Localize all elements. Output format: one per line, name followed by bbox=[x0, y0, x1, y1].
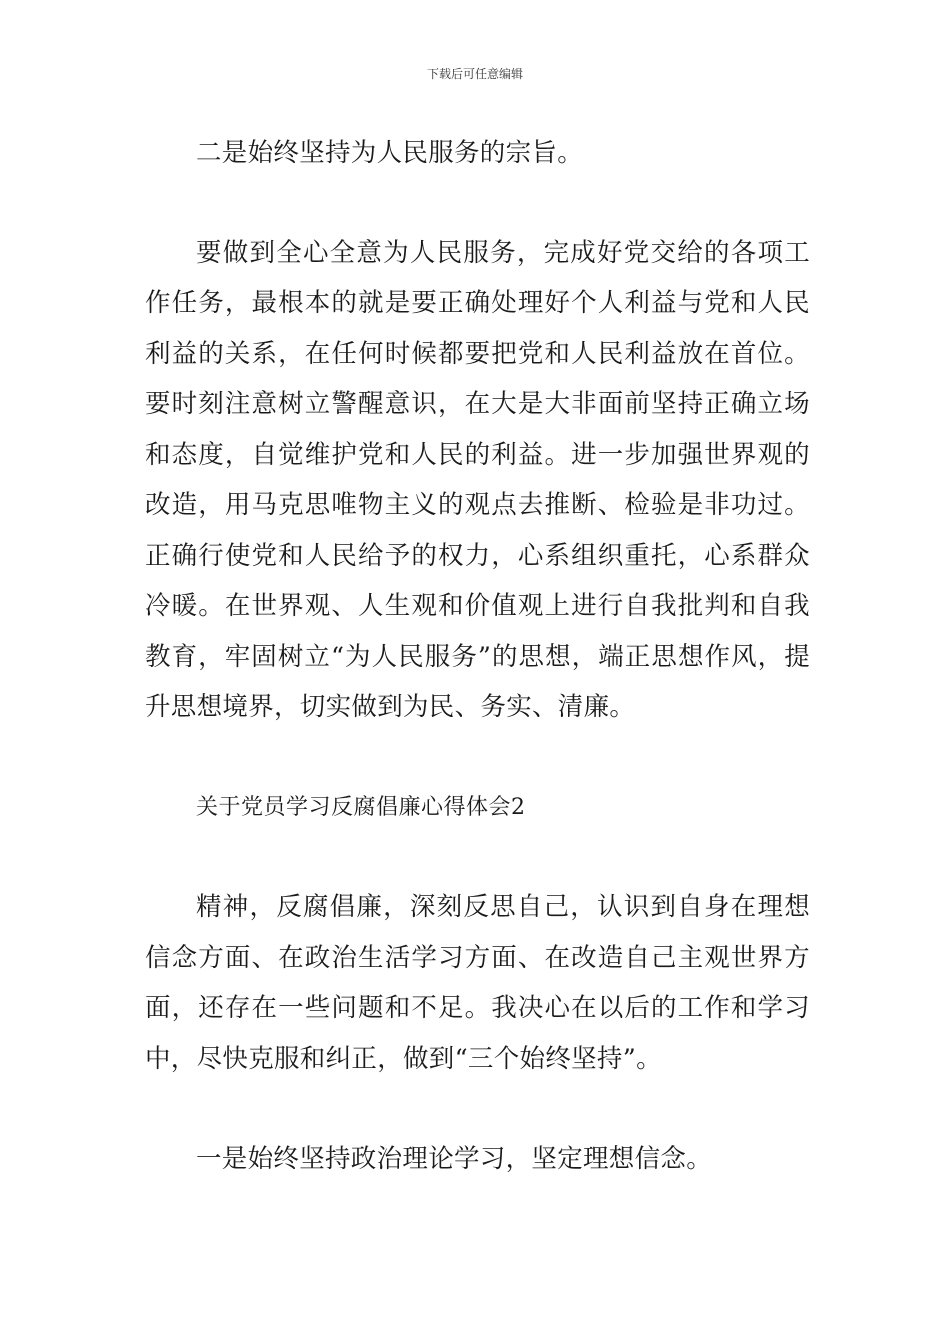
section-heading: 关于党员学习反腐倡廉心得体会2 bbox=[196, 794, 526, 820]
paragraph-spacer bbox=[145, 1084, 810, 1134]
paragraph-serve-people: 要做到全心全意为人民服务，完成好党交给的各项工作任务，最根本的就是要正确处理好个人利益与党和人民利益的关系，在任何时候都要把党和人民利益放在首位。要时刻注意树立警醒意识，在大是大非面前坚持正确立场和态度，自觉维护党和人民的利益。进一步加强世界观的改造，用马克思唯物主义的观点去推断、检验是非功过。正确行使党和人民给予的权力，心系组织重托，心系群众冷暖。在世界观、人生观和价值观上进行自我批判和自我教育，牢固树立“为人民服务”的思想，端正思想作风，提升思想境界，切实做到为民、务实、清廉。 bbox=[145, 237, 810, 722]
paragraph-point-two: 二是始终坚持为人民服务的宗旨。 bbox=[196, 138, 584, 168]
paragraph-reflection: 精神，反腐倡廉，深刻反思自己，认识到自身在理想信念方面、在政治生活学习方面、在改造自己主观世界方面，还存在一些问题和不足。我决心在以后的工作和学习中，尽快克服和纠正，做到“三个始终坚持”。 bbox=[145, 892, 810, 1074]
page-header: 下载后可任意编辑 bbox=[426, 67, 523, 81]
paragraph-spacer bbox=[145, 733, 810, 783]
paragraph-spacer bbox=[145, 179, 810, 228]
paragraph-point-one: 一是始终坚持政治理论学习，坚定理想信念。 bbox=[196, 1144, 713, 1174]
paragraph-spacer bbox=[145, 833, 810, 882]
document-body bbox=[145, 128, 810, 1185]
